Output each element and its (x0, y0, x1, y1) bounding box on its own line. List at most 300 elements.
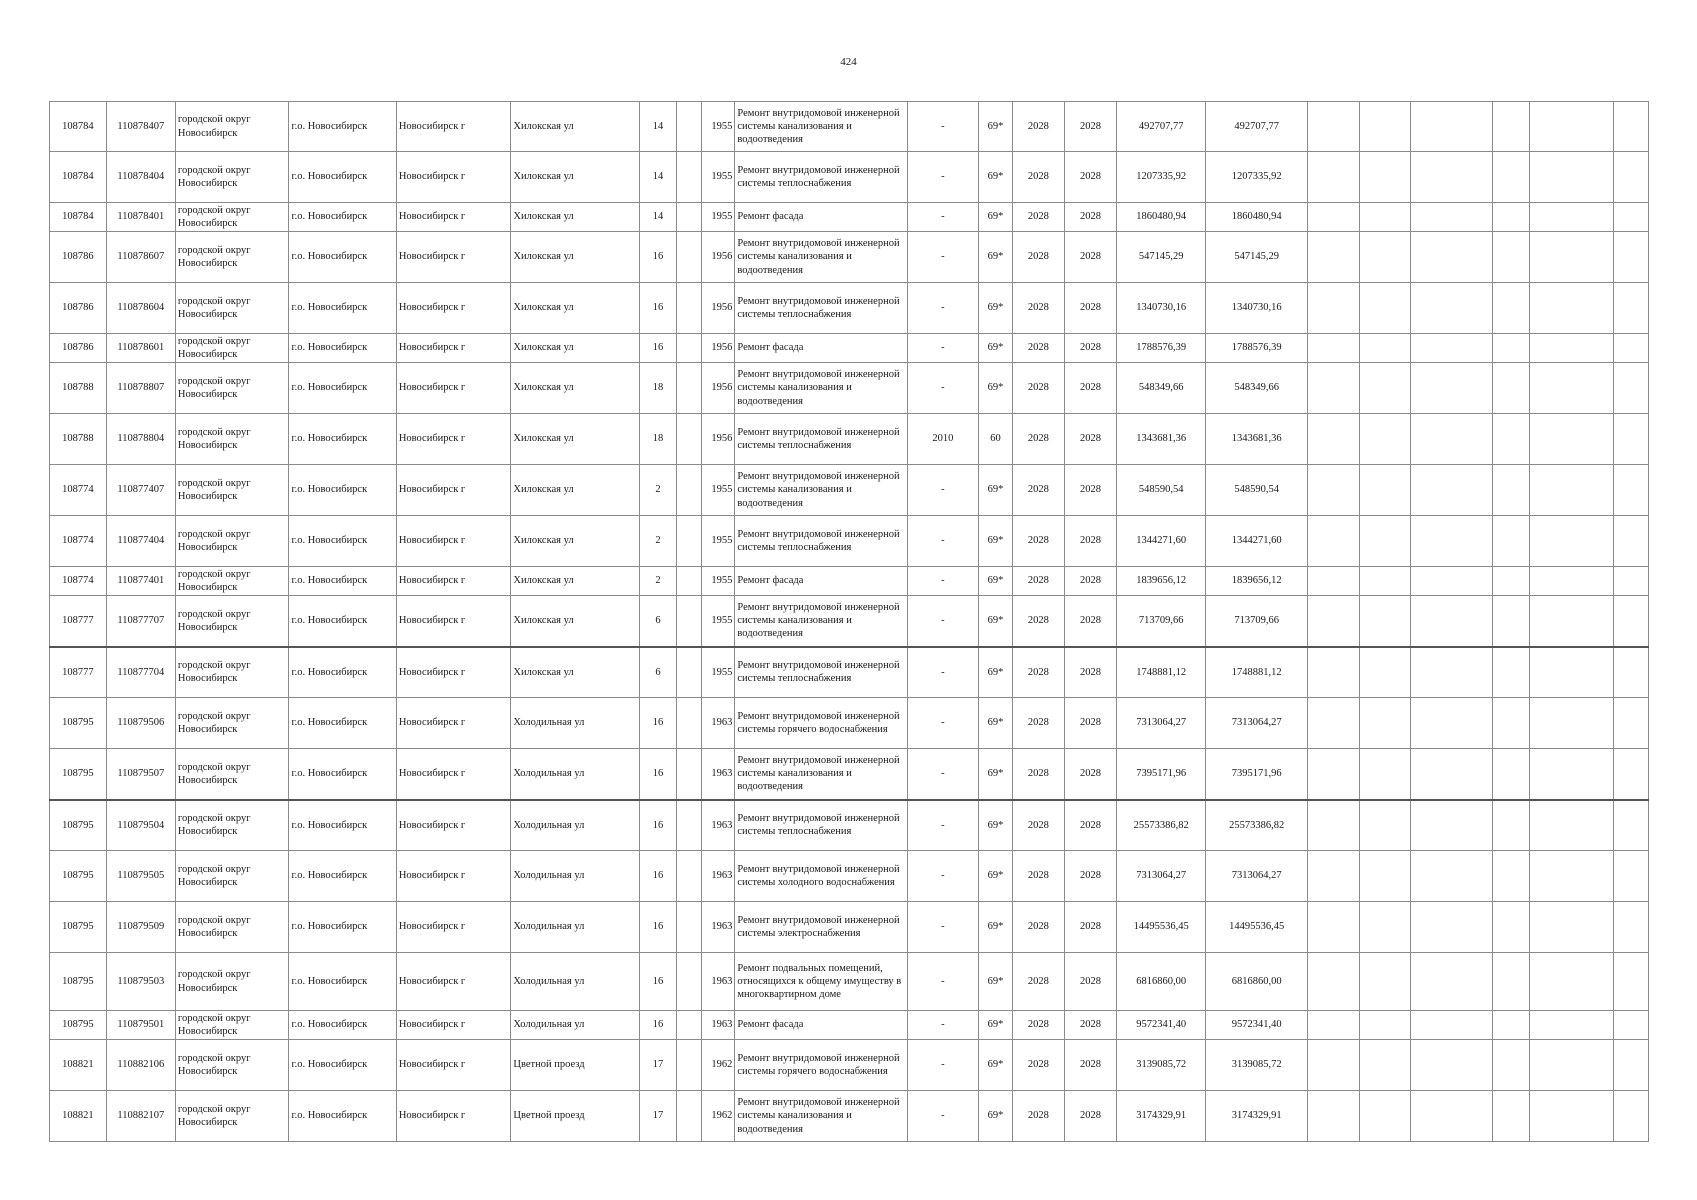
work-type-cell: Ремонт фасада (735, 567, 907, 596)
table-row (50, 953, 1649, 1011)
empty-cell (1530, 1011, 1614, 1040)
empty-cell (1411, 102, 1493, 152)
house-number-cell: 14 (640, 203, 676, 232)
empty-cell (1530, 152, 1614, 203)
house-number-cell: 14 (640, 152, 676, 203)
locality-cell: Новосибирск г (396, 283, 511, 334)
house-number-cell: 18 (640, 414, 676, 465)
cost-fund-cell: 6816860,00 (1206, 953, 1308, 1011)
last-repair-year-cell: - (907, 363, 978, 414)
work-type-cell: Ремонт внутридомовой инженерной системы холодного водоснабжения (735, 851, 907, 902)
empty-cell (1493, 1091, 1530, 1142)
empty-cell (1530, 283, 1614, 334)
empty-cell (1359, 414, 1411, 465)
last-repair-year-cell: - (907, 1040, 978, 1091)
empty-cell (1308, 647, 1360, 698)
empty-cell (1411, 647, 1493, 698)
plan-year-cell: 2028 (1064, 414, 1117, 465)
locality-cell: Новосибирск г (396, 698, 511, 749)
work-id-cell: 110882106 (106, 1040, 175, 1091)
table-row (50, 465, 1649, 516)
empty-cell (1493, 516, 1530, 567)
work-type-cell: Ремонт подвальных помещений, относящихся к общему имуществу в многоквартирном доме (735, 953, 907, 1011)
municipality-cell: городской округ Новосибирск (175, 1011, 289, 1040)
table-row (50, 363, 1649, 414)
empty-cell (1493, 1011, 1530, 1040)
empty-cell (1530, 414, 1614, 465)
work-id-cell: 110878604 (106, 283, 175, 334)
planned-year-cell: 2028 (1013, 203, 1065, 232)
planned-year-cell: 2028 (1013, 283, 1065, 334)
empty-cell (1411, 902, 1493, 953)
plan-year-cell: 2028 (1064, 749, 1117, 800)
municipality-cell: городской округ Новосибирск (175, 465, 289, 516)
service-life-cell: 69* (978, 516, 1012, 567)
plan-year-cell: 2028 (1064, 363, 1117, 414)
street-cell: Хилокская ул (511, 596, 640, 647)
cost-total-cell: 492707,77 (1117, 102, 1206, 152)
work-type-cell: Ремонт внутридомовой инженерной системы канализования и водоотведения (735, 363, 907, 414)
empty-cell (1359, 232, 1411, 283)
municipality-cell: городской округ Новосибирск (175, 516, 289, 567)
service-life-cell: 69* (978, 232, 1012, 283)
commissioning-year-cell: 1955 (702, 567, 735, 596)
empty-cell (1411, 414, 1493, 465)
street-cell: Хилокская ул (511, 203, 640, 232)
work-type-cell: Ремонт внутридомовой инженерной системы теплоснабжения (735, 283, 907, 334)
plan-year-cell: 2028 (1064, 851, 1117, 902)
work-id-cell: 110878607 (106, 232, 175, 283)
work-id-cell: 110878807 (106, 363, 175, 414)
empty-cell (1493, 102, 1530, 152)
commissioning-year-cell: 1962 (702, 1040, 735, 1091)
cost-fund-cell: 7395171,96 (1206, 749, 1308, 800)
plan-year-cell: 2028 (1064, 1011, 1117, 1040)
last-repair-year-cell: - (907, 465, 978, 516)
table-row (50, 1091, 1649, 1142)
service-life-cell: 69* (978, 152, 1012, 203)
municipality-cell: городской округ Новосибирск (175, 363, 289, 414)
house-id-cell: 108774 (50, 567, 107, 596)
empty-cell (1613, 152, 1648, 203)
empty-cell (1530, 647, 1614, 698)
empty-cell (1613, 800, 1648, 851)
empty-cell (1308, 102, 1360, 152)
empty-cell (1493, 953, 1530, 1011)
commissioning-year-cell: 1955 (702, 203, 735, 232)
house-number-cell: 16 (640, 851, 676, 902)
locality-cell: Новосибирск г (396, 902, 511, 953)
empty-cell (1308, 953, 1360, 1011)
street-cell: Хилокская ул (511, 647, 640, 698)
street-cell: Хилокская ул (511, 567, 640, 596)
house-id-cell: 108786 (50, 283, 107, 334)
house-id-cell: 108795 (50, 851, 107, 902)
house-id-cell: 108795 (50, 902, 107, 953)
cost-total-cell: 9572341,40 (1117, 1011, 1206, 1040)
empty-cell (1613, 203, 1648, 232)
commissioning-year-cell: 1955 (702, 516, 735, 567)
empty-cell (1308, 596, 1360, 647)
planned-year-cell: 2028 (1013, 1011, 1065, 1040)
work-type-cell: Ремонт внутридомовой инженерной системы канализования и водоотведения (735, 102, 907, 152)
house-number-cell: 16 (640, 902, 676, 953)
city-district-cell: г.о. Новосибирск (289, 1091, 396, 1142)
empty-cell (1530, 596, 1614, 647)
work-type-cell: Ремонт внутридомовой инженерной системы теплоснабжения (735, 414, 907, 465)
cost-fund-cell: 1207335,92 (1206, 152, 1308, 203)
work-id-cell: 110877407 (106, 465, 175, 516)
service-life-cell: 69* (978, 800, 1012, 851)
work-type-cell: Ремонт внутридомовой инженерной системы теплоснабжения (735, 647, 907, 698)
service-life-cell: 69* (978, 1011, 1012, 1040)
locality-cell: Новосибирск г (396, 414, 511, 465)
last-repair-year-cell: - (907, 1011, 978, 1040)
planned-year-cell: 2028 (1013, 902, 1065, 953)
work-id-cell: 110877704 (106, 647, 175, 698)
house-number-cell: 16 (640, 1011, 676, 1040)
municipality-cell: городской округ Новосибирск (175, 800, 289, 851)
planned-year-cell: 2028 (1013, 800, 1065, 851)
building-cell (676, 749, 702, 800)
plan-year-cell: 2028 (1064, 800, 1117, 851)
service-life-cell: 69* (978, 102, 1012, 152)
work-id-cell: 110877707 (106, 596, 175, 647)
locality-cell: Новосибирск г (396, 567, 511, 596)
work-type-cell: Ремонт фасада (735, 334, 907, 363)
empty-cell (1411, 283, 1493, 334)
building-cell (676, 203, 702, 232)
cost-total-cell: 3174329,91 (1117, 1091, 1206, 1142)
house-id-cell: 108795 (50, 749, 107, 800)
building-cell (676, 698, 702, 749)
service-life-cell: 69* (978, 334, 1012, 363)
building-cell (676, 516, 702, 567)
empty-cell (1530, 334, 1614, 363)
empty-cell (1359, 465, 1411, 516)
empty-cell (1530, 1040, 1614, 1091)
cost-fund-cell: 1344271,60 (1206, 516, 1308, 567)
work-id-cell: 110879506 (106, 698, 175, 749)
building-cell (676, 800, 702, 851)
table-row (50, 647, 1649, 698)
last-repair-year-cell: - (907, 283, 978, 334)
capital-repair-table (49, 101, 1649, 1142)
planned-year-cell: 2028 (1013, 567, 1065, 596)
empty-cell (1411, 334, 1493, 363)
city-district-cell: г.о. Новосибирск (289, 596, 396, 647)
cost-total-cell: 1340730,16 (1117, 283, 1206, 334)
commissioning-year-cell: 1956 (702, 363, 735, 414)
municipality-cell: городской округ Новосибирск (175, 953, 289, 1011)
commissioning-year-cell: 1962 (702, 1091, 735, 1142)
cost-total-cell: 1748881,12 (1117, 647, 1206, 698)
empty-cell (1359, 596, 1411, 647)
city-district-cell: г.о. Новосибирск (289, 749, 396, 800)
city-district-cell: г.о. Новосибирск (289, 516, 396, 567)
empty-cell (1308, 516, 1360, 567)
empty-cell (1530, 465, 1614, 516)
municipality-cell: городской округ Новосибирск (175, 152, 289, 203)
building-cell (676, 1040, 702, 1091)
empty-cell (1411, 851, 1493, 902)
empty-cell (1308, 465, 1360, 516)
building-cell (676, 567, 702, 596)
empty-cell (1493, 414, 1530, 465)
empty-cell (1613, 647, 1648, 698)
house-number-cell: 2 (640, 516, 676, 567)
work-type-cell: Ремонт внутридомовой инженерной системы электроснабжения (735, 902, 907, 953)
table-row (50, 232, 1649, 283)
work-id-cell: 110879509 (106, 902, 175, 953)
house-id-cell: 108784 (50, 102, 107, 152)
empty-cell (1493, 800, 1530, 851)
empty-cell (1308, 363, 1360, 414)
house-number-cell: 2 (640, 567, 676, 596)
street-cell: Хилокская ул (511, 334, 640, 363)
empty-cell (1530, 800, 1614, 851)
cost-total-cell: 1788576,39 (1117, 334, 1206, 363)
empty-cell (1308, 567, 1360, 596)
locality-cell: Новосибирск г (396, 203, 511, 232)
plan-year-cell: 2028 (1064, 596, 1117, 647)
city-district-cell: г.о. Новосибирск (289, 414, 396, 465)
building-cell (676, 152, 702, 203)
locality-cell: Новосибирск г (396, 152, 511, 203)
empty-cell (1411, 698, 1493, 749)
commissioning-year-cell: 1963 (702, 902, 735, 953)
street-cell: Хилокская ул (511, 465, 640, 516)
service-life-cell: 69* (978, 851, 1012, 902)
work-type-cell: Ремонт внутридомовой инженерной системы канализования и водоотведения (735, 1091, 907, 1142)
plan-year-cell: 2028 (1064, 152, 1117, 203)
building-cell (676, 647, 702, 698)
work-type-cell: Ремонт внутридомовой инженерной системы теплоснабжения (735, 516, 907, 567)
plan-year-cell: 2028 (1064, 283, 1117, 334)
empty-cell (1613, 414, 1648, 465)
municipality-cell: городской округ Новосибирск (175, 283, 289, 334)
locality-cell: Новосибирск г (396, 596, 511, 647)
service-life-cell: 69* (978, 596, 1012, 647)
municipality-cell: городской округ Новосибирск (175, 647, 289, 698)
cost-total-cell: 25573386,82 (1117, 800, 1206, 851)
table-body (50, 102, 1649, 1142)
empty-cell (1411, 953, 1493, 1011)
cost-fund-cell: 1788576,39 (1206, 334, 1308, 363)
cost-total-cell: 7313064,27 (1117, 698, 1206, 749)
city-district-cell: г.о. Новосибирск (289, 567, 396, 596)
cost-total-cell: 14495536,45 (1117, 902, 1206, 953)
work-type-cell: Ремонт внутридомовой инженерной системы канализования и водоотведения (735, 232, 907, 283)
service-life-cell: 69* (978, 203, 1012, 232)
empty-cell (1530, 698, 1614, 749)
plan-year-cell: 2028 (1064, 102, 1117, 152)
empty-cell (1359, 1011, 1411, 1040)
street-cell: Хилокская ул (511, 232, 640, 283)
table-row (50, 800, 1649, 851)
empty-cell (1411, 232, 1493, 283)
commissioning-year-cell: 1963 (702, 953, 735, 1011)
table-row (50, 1040, 1649, 1091)
empty-cell (1411, 800, 1493, 851)
commissioning-year-cell: 1956 (702, 283, 735, 334)
last-repair-year-cell: - (907, 1091, 978, 1142)
planned-year-cell: 2028 (1013, 152, 1065, 203)
empty-cell (1530, 902, 1614, 953)
cost-total-cell: 7313064,27 (1117, 851, 1206, 902)
locality-cell: Новосибирск г (396, 953, 511, 1011)
street-cell: Хилокская ул (511, 283, 640, 334)
commissioning-year-cell: 1963 (702, 851, 735, 902)
empty-cell (1613, 851, 1648, 902)
municipality-cell: городской округ Новосибирск (175, 334, 289, 363)
service-life-cell: 69* (978, 1091, 1012, 1142)
planned-year-cell: 2028 (1013, 647, 1065, 698)
commissioning-year-cell: 1955 (702, 647, 735, 698)
cost-fund-cell: 7313064,27 (1206, 698, 1308, 749)
empty-cell (1308, 1091, 1360, 1142)
empty-cell (1613, 1040, 1648, 1091)
city-district-cell: г.о. Новосибирск (289, 465, 396, 516)
street-cell: Холодильная ул (511, 851, 640, 902)
house-number-cell: 16 (640, 334, 676, 363)
plan-year-cell: 2028 (1064, 516, 1117, 567)
building-cell (676, 283, 702, 334)
city-district-cell: г.о. Новосибирск (289, 902, 396, 953)
municipality-cell: городской округ Новосибирск (175, 749, 289, 800)
last-repair-year-cell: 2010 (907, 414, 978, 465)
municipality-cell: городской округ Новосибирск (175, 902, 289, 953)
empty-cell (1308, 232, 1360, 283)
empty-cell (1613, 1011, 1648, 1040)
work-id-cell: 110879507 (106, 749, 175, 800)
municipality-cell: городской округ Новосибирск (175, 596, 289, 647)
house-number-cell: 17 (640, 1040, 676, 1091)
city-district-cell: г.о. Новосибирск (289, 232, 396, 283)
house-number-cell: 16 (640, 283, 676, 334)
work-id-cell: 110879503 (106, 953, 175, 1011)
empty-cell (1308, 414, 1360, 465)
house-number-cell: 16 (640, 749, 676, 800)
plan-year-cell: 2028 (1064, 1040, 1117, 1091)
city-district-cell: г.о. Новосибирск (289, 953, 396, 1011)
empty-cell (1613, 102, 1648, 152)
plan-year-cell: 2028 (1064, 1091, 1117, 1142)
empty-cell (1613, 334, 1648, 363)
work-id-cell: 110879505 (106, 851, 175, 902)
locality-cell: Новосибирск г (396, 851, 511, 902)
table-row (50, 102, 1649, 152)
locality-cell: Новосибирск г (396, 363, 511, 414)
empty-cell (1613, 516, 1648, 567)
city-district-cell: г.о. Новосибирск (289, 363, 396, 414)
empty-cell (1613, 596, 1648, 647)
city-district-cell: г.о. Новосибирск (289, 647, 396, 698)
empty-cell (1308, 1040, 1360, 1091)
street-cell: Холодильная ул (511, 902, 640, 953)
empty-cell (1493, 283, 1530, 334)
cost-total-cell: 1839656,12 (1117, 567, 1206, 596)
planned-year-cell: 2028 (1013, 414, 1065, 465)
empty-cell (1493, 647, 1530, 698)
house-id-cell: 108784 (50, 203, 107, 232)
cost-total-cell: 547145,29 (1117, 232, 1206, 283)
work-type-cell: Ремонт фасада (735, 203, 907, 232)
commissioning-year-cell: 1963 (702, 800, 735, 851)
last-repair-year-cell: - (907, 567, 978, 596)
planned-year-cell: 2028 (1013, 363, 1065, 414)
empty-cell (1411, 363, 1493, 414)
cost-total-cell: 1343681,36 (1117, 414, 1206, 465)
planned-year-cell: 2028 (1013, 1040, 1065, 1091)
municipality-cell: городской округ Новосибирск (175, 414, 289, 465)
plan-year-cell: 2028 (1064, 902, 1117, 953)
work-type-cell: Ремонт фасада (735, 1011, 907, 1040)
planned-year-cell: 2028 (1013, 749, 1065, 800)
locality-cell: Новосибирск г (396, 465, 511, 516)
cost-fund-cell: 3139085,72 (1206, 1040, 1308, 1091)
locality-cell: Новосибирск г (396, 1091, 511, 1142)
planned-year-cell: 2028 (1013, 596, 1065, 647)
empty-cell (1613, 567, 1648, 596)
work-type-cell: Ремонт внутридомовой инженерной системы канализования и водоотведения (735, 465, 907, 516)
empty-cell (1308, 749, 1360, 800)
last-repair-year-cell: - (907, 102, 978, 152)
last-repair-year-cell: - (907, 800, 978, 851)
service-life-cell: 69* (978, 465, 1012, 516)
locality-cell: Новосибирск г (396, 1040, 511, 1091)
plan-year-cell: 2028 (1064, 567, 1117, 596)
municipality-cell: городской округ Новосибирск (175, 1040, 289, 1091)
work-id-cell: 110882107 (106, 1091, 175, 1142)
planned-year-cell: 2028 (1013, 851, 1065, 902)
empty-cell (1530, 749, 1614, 800)
empty-cell (1493, 152, 1530, 203)
service-life-cell: 69* (978, 749, 1012, 800)
last-repair-year-cell: - (907, 647, 978, 698)
empty-cell (1411, 596, 1493, 647)
house-id-cell: 108795 (50, 698, 107, 749)
empty-cell (1359, 698, 1411, 749)
empty-cell (1359, 1091, 1411, 1142)
cost-fund-cell: 14495536,45 (1206, 902, 1308, 953)
empty-cell (1530, 516, 1614, 567)
commissioning-year-cell: 1956 (702, 232, 735, 283)
empty-cell (1493, 698, 1530, 749)
house-id-cell: 108786 (50, 334, 107, 363)
plan-year-cell: 2028 (1064, 203, 1117, 232)
empty-cell (1359, 902, 1411, 953)
empty-cell (1359, 152, 1411, 203)
empty-cell (1493, 749, 1530, 800)
empty-cell (1613, 283, 1648, 334)
cost-fund-cell: 548590,54 (1206, 465, 1308, 516)
last-repair-year-cell: - (907, 749, 978, 800)
empty-cell (1613, 698, 1648, 749)
last-repair-year-cell: - (907, 953, 978, 1011)
table-row (50, 152, 1649, 203)
last-repair-year-cell: - (907, 334, 978, 363)
service-life-cell: 60 (978, 414, 1012, 465)
cost-total-cell: 1860480,94 (1117, 203, 1206, 232)
empty-cell (1359, 334, 1411, 363)
empty-cell (1411, 516, 1493, 567)
municipality-cell: городской округ Новосибирск (175, 851, 289, 902)
table-row (50, 334, 1649, 363)
empty-cell (1613, 465, 1648, 516)
work-type-cell: Ремонт внутридомовой инженерной системы канализования и водоотведения (735, 596, 907, 647)
table-row (50, 567, 1649, 596)
